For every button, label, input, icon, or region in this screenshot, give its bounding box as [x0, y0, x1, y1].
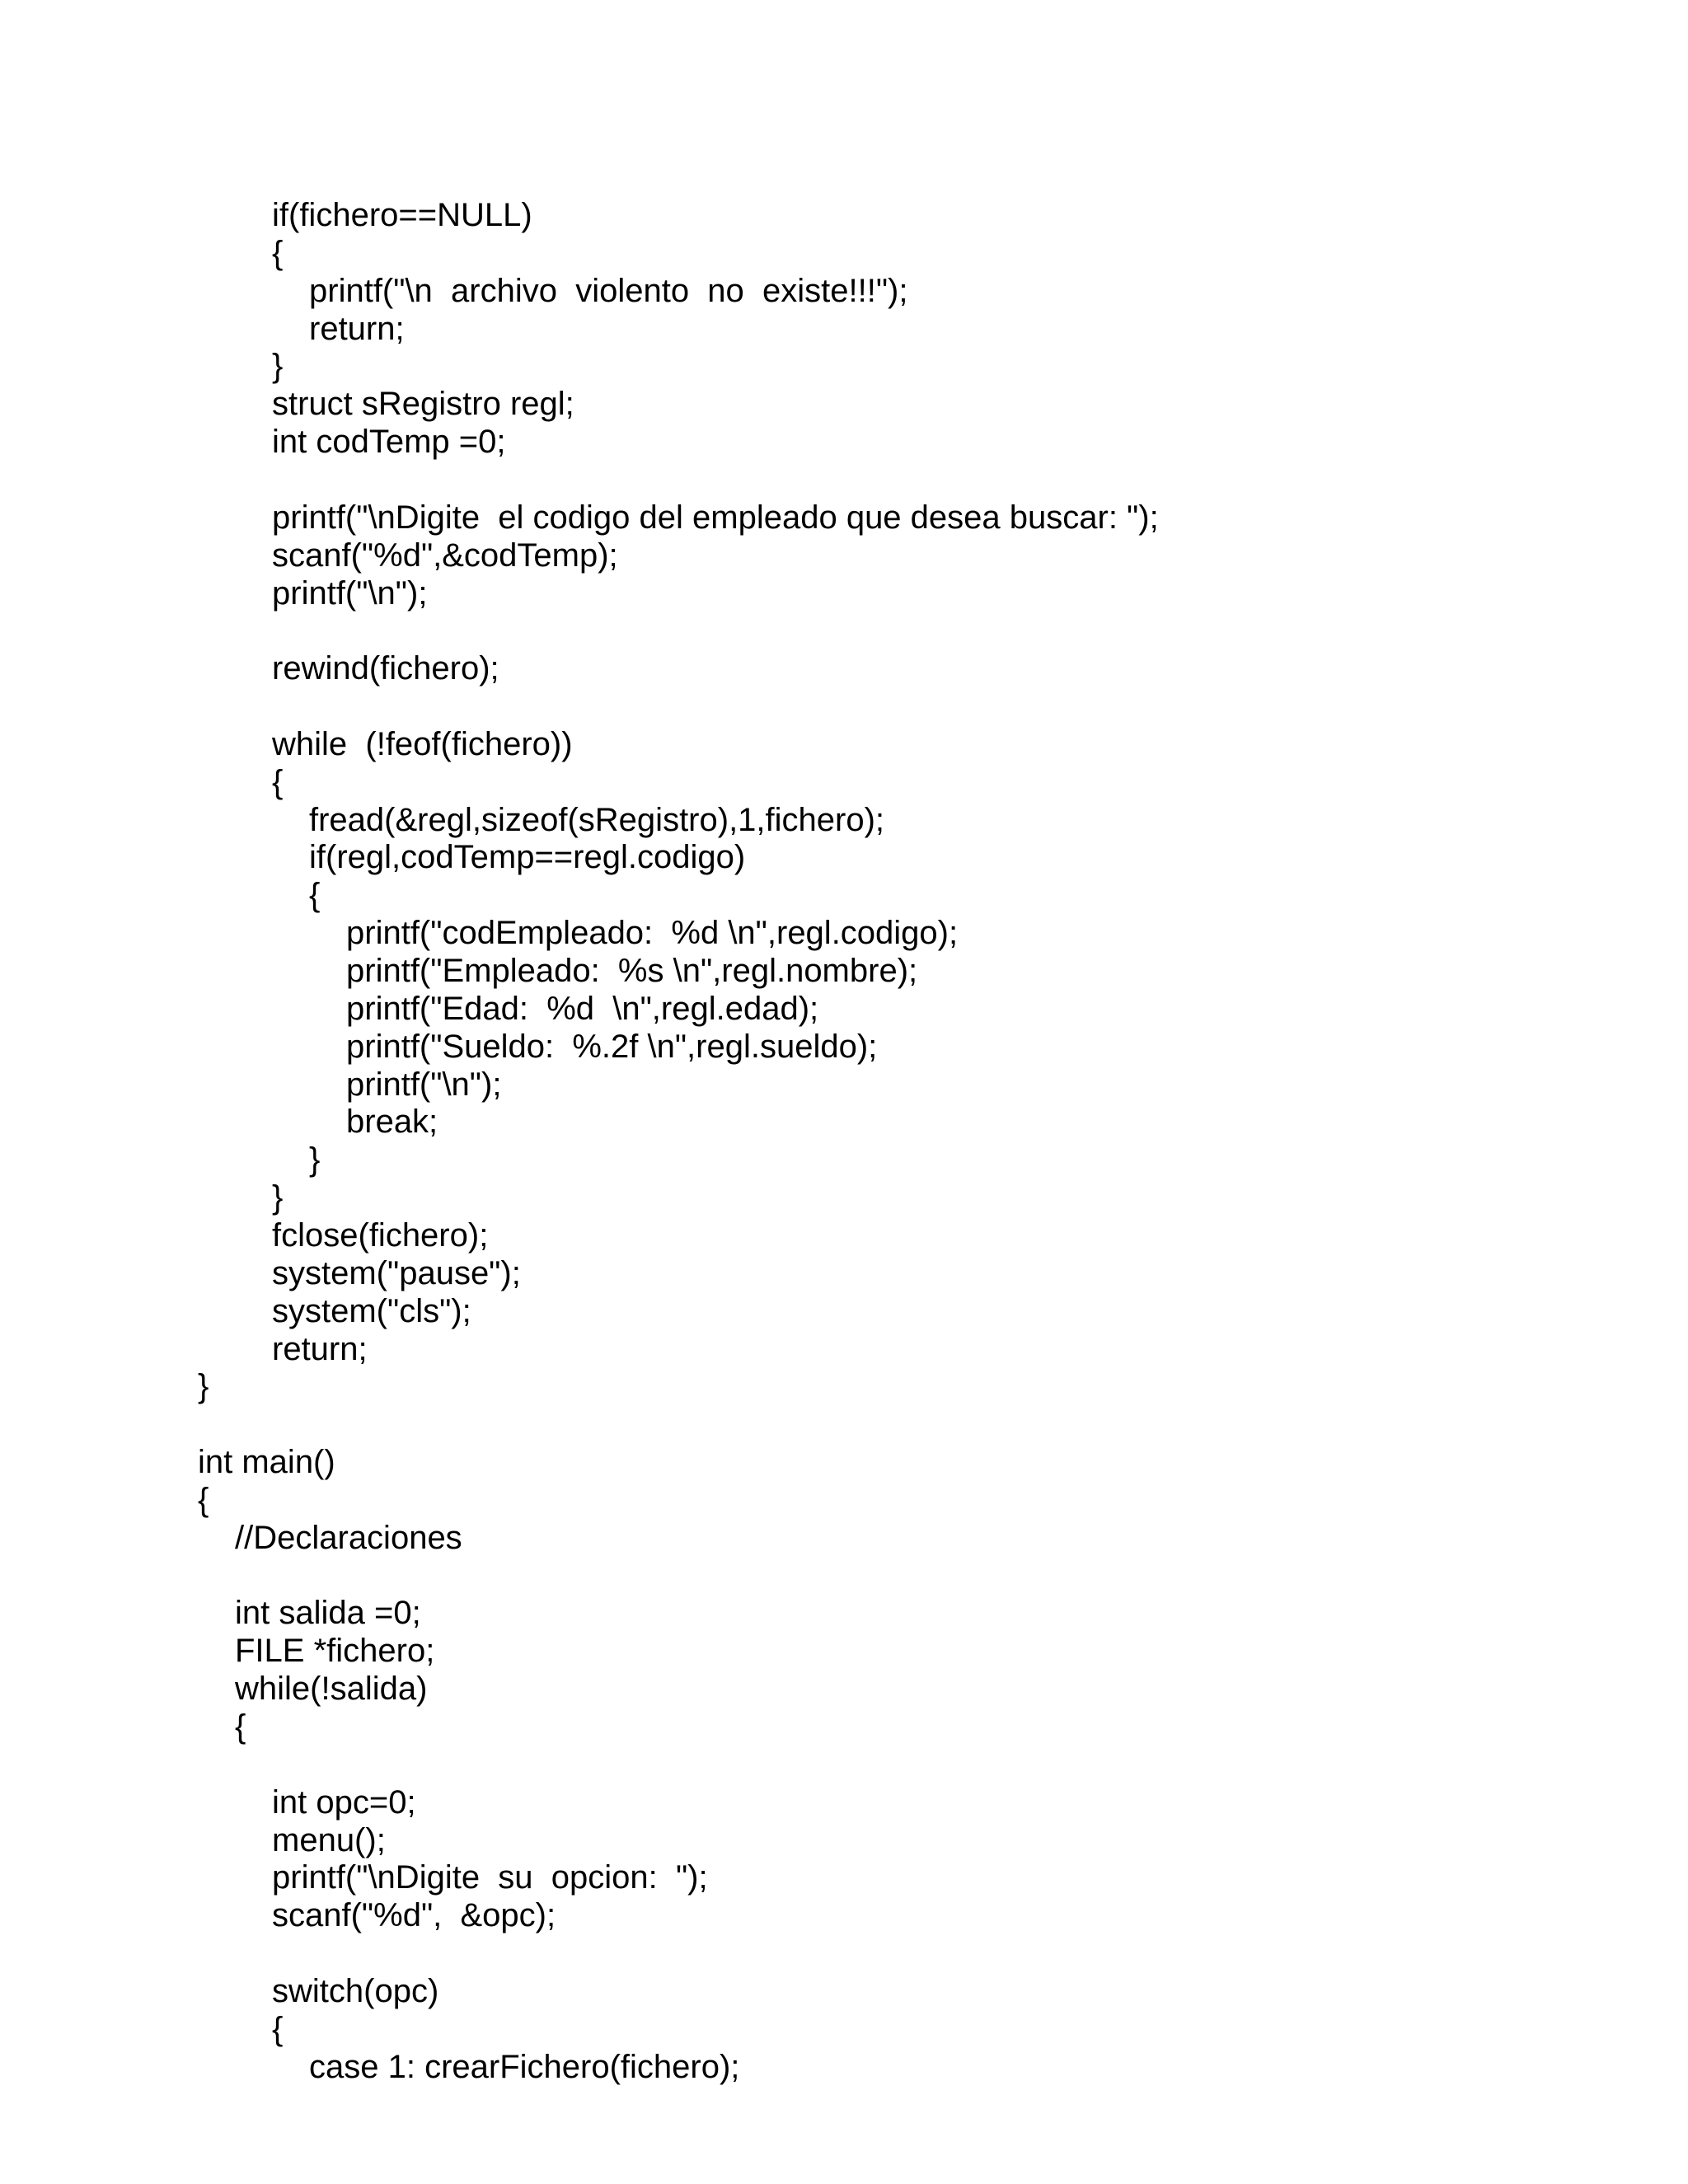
- code-line: printf("\n archivo violento no existe!!!");: [309, 272, 908, 309]
- code-line: }: [198, 1368, 209, 1405]
- code-line: while (!feof(fichero)): [272, 725, 573, 762]
- code-line: fread(&regl,sizeof(sRegistro),1,fichero);: [309, 801, 885, 838]
- code-line: int codTemp =0;: [272, 424, 506, 461]
- code-line: int main(): [198, 1444, 335, 1481]
- code-line: printf("\n");: [272, 574, 428, 612]
- code-line: rewind(fichero);: [272, 650, 499, 687]
- code-line: {: [272, 763, 284, 800]
- code-line: return;: [309, 310, 405, 347]
- code-line: }: [272, 348, 284, 385]
- code-line: FILE *fichero;: [235, 1633, 435, 1670]
- code-line: case 1: crearFichero(fichero);: [309, 2048, 740, 2085]
- code-line: fclose(fichero);: [272, 1216, 489, 1254]
- code-line: printf("codEmpleado: %d \n",regl.codigo);: [346, 915, 959, 952]
- code-line: printf("\n");: [346, 1066, 502, 1103]
- code-line: menu();: [272, 1821, 386, 1858]
- code-line: int salida =0;: [235, 1595, 421, 1632]
- code-line: while(!salida): [235, 1671, 428, 1708]
- code-line: //Declaraciones: [235, 1519, 462, 1556]
- code-line: printf("\nDigite el codigo del empleado que desea buscar: ");: [272, 499, 1159, 536]
- code-line: }: [309, 1141, 321, 1179]
- code-line: break;: [346, 1104, 438, 1141]
- code-line: int opc=0;: [272, 1783, 416, 1821]
- code-line: printf("Sueldo: %.2f \n",regl.sueldo);: [346, 1028, 878, 1065]
- code-line: struct sRegistro regl;: [272, 386, 574, 423]
- code-line: }: [272, 1179, 284, 1216]
- code-line: printf("Edad: %d \n",regl.edad);: [346, 990, 819, 1027]
- code-line: {: [272, 2010, 284, 2047]
- code-line: scanf("%d",&codTemp);: [272, 537, 618, 574]
- code-line: printf("\nDigite su opcion: ");: [272, 1859, 708, 1896]
- code-line: {: [235, 1708, 246, 1745]
- code-line: if(regl,codTemp==regl.codigo): [309, 839, 746, 876]
- code-line: {: [198, 1481, 209, 1518]
- code-line: printf("Empleado: %s \n",regl.nombre);: [346, 953, 918, 989]
- code-line: {: [272, 234, 284, 271]
- code-line: system("cls");: [272, 1292, 471, 1329]
- code-line: return;: [272, 1330, 368, 1367]
- code-line: system("pause");: [272, 1254, 521, 1291]
- code-line: {: [309, 877, 321, 914]
- code-line: scanf("%d", &opc);: [272, 1897, 556, 1934]
- code-line: if(fichero==NULL): [272, 197, 532, 233]
- code-line: switch(opc): [272, 1972, 439, 2009]
